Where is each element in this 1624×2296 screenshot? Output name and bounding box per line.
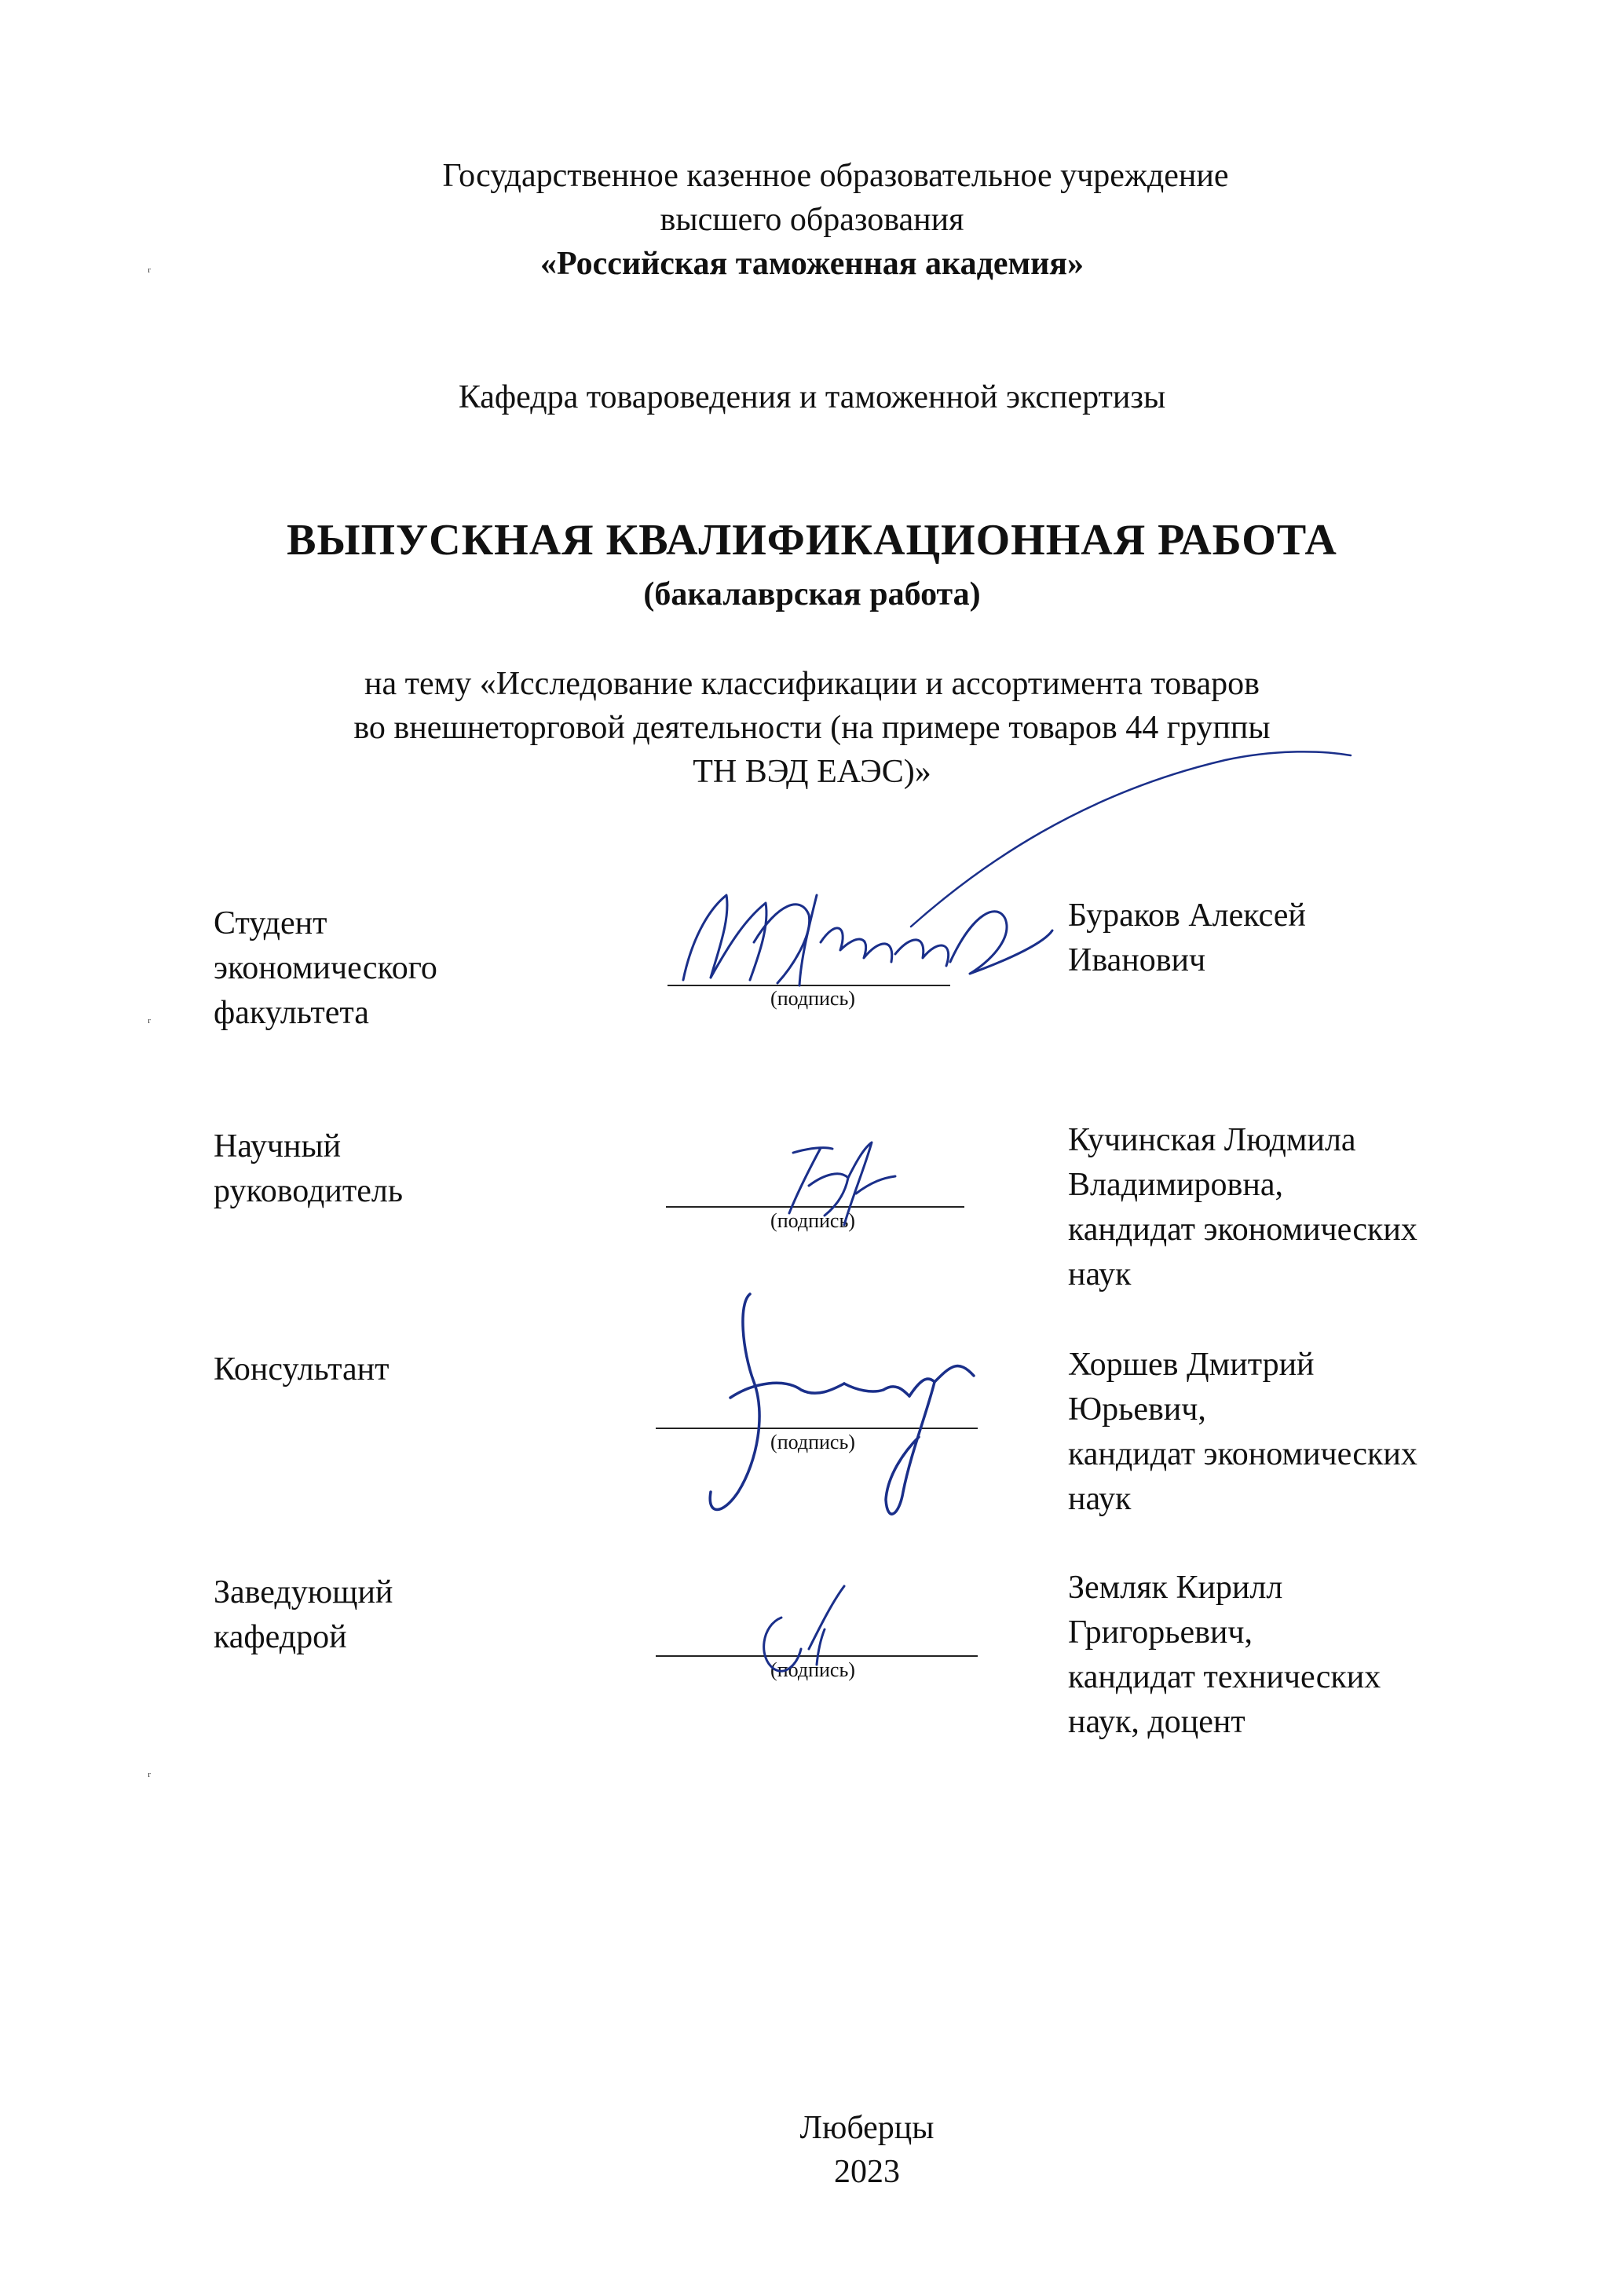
person-line: Хоршев Дмитрий: [1068, 1347, 1315, 1383]
role-line: экономического: [214, 950, 437, 986]
person-line: Юрьевич,: [1068, 1391, 1206, 1428]
role-line: факультета: [214, 995, 369, 1031]
topic-line-3: ТН ВЭД ЕАЭС)»: [693, 754, 931, 790]
institution-line-2: высшего образования: [660, 202, 964, 238]
person-line: Кучинская Людмила: [1068, 1122, 1356, 1158]
person-line: наук: [1068, 1256, 1132, 1292]
person-line: Григорьевич,: [1068, 1614, 1253, 1651]
signature-caption: (подпись): [770, 987, 855, 1010]
scan-speck: ʳ: [148, 1768, 151, 1784]
consultant-signature: [710, 1294, 974, 1514]
student-signature: [683, 751, 1351, 985]
role-line: Научный: [214, 1128, 342, 1164]
person-line: кандидат технических: [1068, 1659, 1381, 1695]
person-line: Владимировна,: [1068, 1167, 1283, 1203]
topic-line-2: во внешнеторговой деятельности (на примере товаров 44 группы: [353, 710, 1271, 746]
head-signature: [764, 1586, 844, 1671]
person-line: Земляк Кирилл: [1068, 1570, 1283, 1606]
signature-caption: (подпись): [770, 1658, 855, 1681]
person-line: Иванович: [1068, 942, 1206, 978]
footer-year: 2023: [834, 2154, 900, 2190]
role-line: кафедрой: [214, 1619, 347, 1655]
person-line: кандидат экономических: [1068, 1436, 1417, 1472]
signature-caption: (подпись): [770, 1431, 855, 1453]
document-subtitle: (бакалаврская работа): [643, 576, 981, 612]
supervisor-signature: [789, 1143, 895, 1225]
role-line: Студент: [214, 905, 327, 941]
role-line: Заведующий: [214, 1574, 393, 1610]
institution-line-1: Государственное казенное образовательное учреждение: [442, 158, 1229, 194]
document-title: ВЫПУСКНАЯ КВАЛИФИКАЦИОННАЯ РАБОТА: [287, 516, 1337, 565]
scan-speck: ʳ: [148, 264, 151, 280]
role-line: Консультант: [214, 1351, 390, 1387]
person-line: кандидат экономических: [1068, 1212, 1417, 1248]
person-line: наук: [1068, 1481, 1132, 1517]
institution-name: «Российская таможенная академия»: [540, 246, 1084, 282]
role-line: руководитель: [214, 1173, 404, 1209]
footer-city: Люберцы: [799, 2110, 935, 2146]
department-name: Кафедра товароведения и таможенной экспертизы: [458, 379, 1166, 415]
signature-caption: (подпись): [770, 1209, 855, 1232]
person-line: Бураков Алексей: [1068, 898, 1306, 934]
person-line: наук, доцент: [1068, 1704, 1245, 1740]
scan-speck: ʳ: [148, 1015, 151, 1030]
topic-line-1: на тему «Исследование классификации и ассортимента товаров: [364, 666, 1260, 702]
